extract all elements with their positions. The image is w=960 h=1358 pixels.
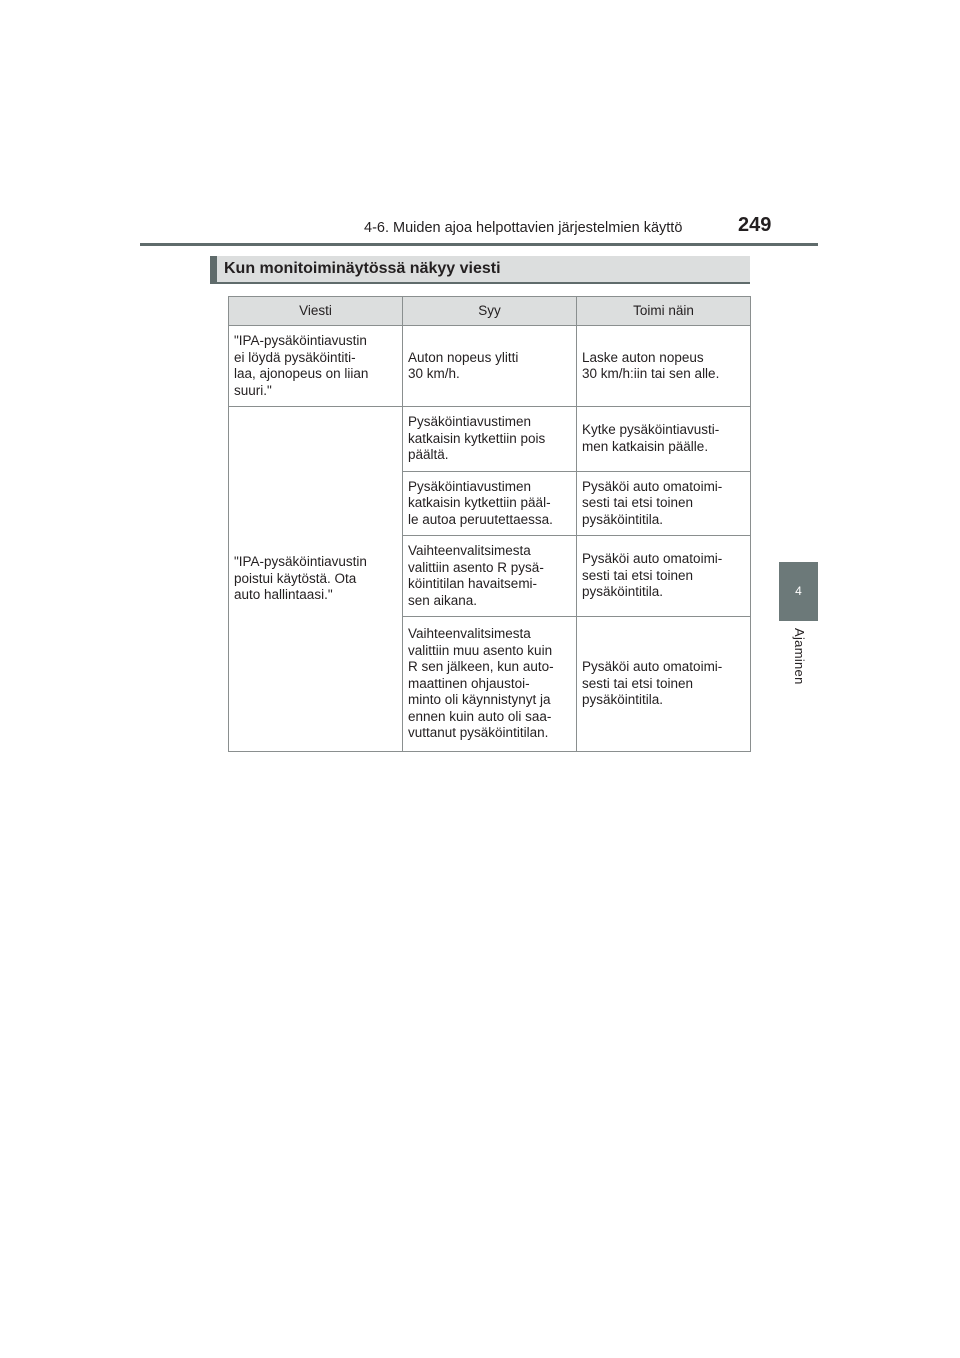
action-cell: Laske auton nopeus 30 km/h:iin tai sen alle. [577, 326, 751, 407]
message-cell: "IPA-pysäköintiavustin ei löydä pysäköintiti- laa, ajonopeus on liian suuri." [229, 326, 403, 407]
section-title: Kun monitoiminäytössä näkyy viesti [224, 260, 501, 277]
page-number: 249 [738, 214, 772, 236]
action-cell: Pysäköi auto omatoimi- sesti tai etsi toinen pysäköintitila. [577, 536, 751, 617]
cause-cell: Vaihteenvalitsimesta valittiin asento R pysä- köintitilan havaitsemi- sen aikana. [403, 536, 577, 617]
section-header-title: 4-6. Muiden ajoa helpottavien järjestelmien käyttö [364, 220, 683, 236]
header-divider [140, 243, 818, 246]
message-cell: "IPA-pysäköintiavustin poistui käytöstä. Ota auto hallintaasi." [229, 407, 403, 752]
table-row [229, 326, 751, 407]
column-header-cause: Syy [403, 297, 577, 326]
chapter-tab: 4 [779, 562, 818, 621]
section-banner-accent [210, 256, 217, 282]
section-banner [210, 256, 750, 284]
cause-cell: Pysäköintiavustimen katkaisin kytkettiin pääl- le autoa peruutettaessa. [403, 471, 577, 536]
table-row [229, 407, 751, 472]
column-header-message: Viesti [229, 297, 403, 326]
cause-cell: Vaihteenvalitsimesta valittiin muu asento kuin R sen jälkeen, kun auto- maattinen ohjaustoi- minto oli käynnistynyt ja ennen kuin auto oli saa- vuttanut pysäköintitilan. [403, 617, 577, 752]
table-header-row [229, 297, 751, 326]
action-cell: Pysäköi auto omatoimi- sesti tai etsi toinen pysäköintitila. [577, 617, 751, 752]
column-header-action: Toimi näin [577, 297, 751, 326]
message-table [228, 296, 751, 752]
cause-cell: Auton nopeus ylitti 30 km/h. [403, 326, 577, 407]
chapter-label: Ajaminen [792, 628, 807, 685]
action-cell: Pysäköi auto omatoimi- sesti tai etsi toinen pysäköintitila. [577, 471, 751, 536]
action-cell: Kytke pysäköintiavusti- men katkaisin päälle. [577, 407, 751, 472]
cause-cell: Pysäköintiavustimen katkaisin kytkettiin pois päältä. [403, 407, 577, 472]
